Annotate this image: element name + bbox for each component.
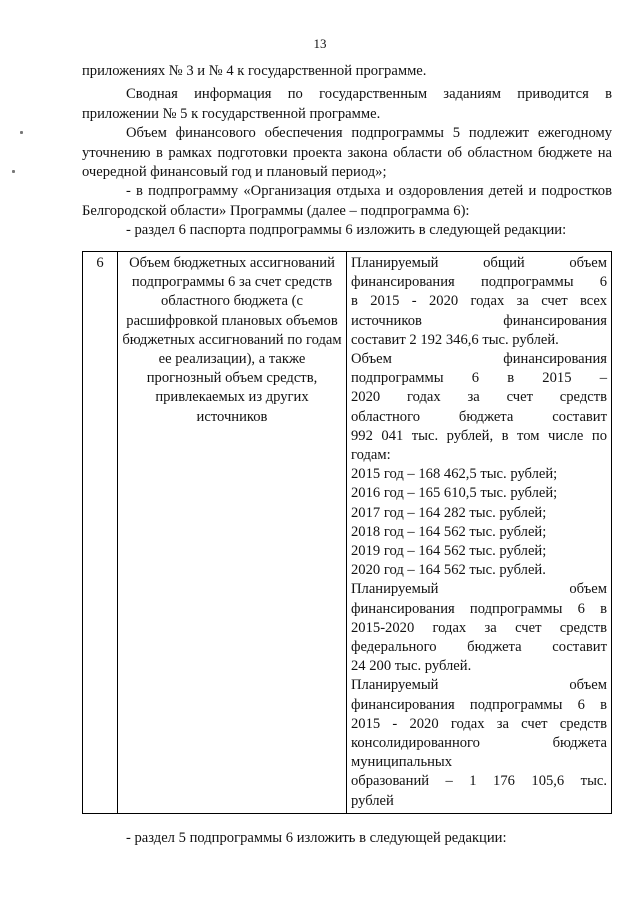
row-value <box>347 252 612 814</box>
value-line: Объем финансирования <box>351 351 607 368</box>
value-line: годам: <box>351 447 391 464</box>
scan-speck <box>20 131 23 134</box>
value-line: источников финансирования <box>351 312 607 329</box>
value-line: 2016 год – 165 610,5 тыс. рублей; <box>351 485 558 502</box>
value-line: подпрограммы 6 в 2015 – <box>351 370 607 387</box>
value-line: составит 2 192 346,6 тыс. рублей. <box>351 331 559 348</box>
value-line: 992 041 тыс. рублей, в том числе по <box>351 427 607 444</box>
value-line: образований – 1 176 105,6 тыс. <box>351 773 607 790</box>
value-line: 2015 год – 168 462,5 тыс. рублей; <box>351 466 558 483</box>
value-line: финансирования подпрограммы 6 в <box>351 696 607 713</box>
row-number: 6 <box>83 252 118 814</box>
value-line: 2018 год – 164 562 тыс. рублей; <box>351 523 547 540</box>
value-line: муниципальных <box>351 754 453 771</box>
value-line: Планируемый объем <box>351 581 607 598</box>
paragraph-intro: приложениях № 3 и № 4 к государственной программе. <box>82 63 427 79</box>
value-line: 2020 годах за счет средств <box>351 389 607 406</box>
value-line: 2019 год – 164 562 тыс. рублей; <box>351 543 547 560</box>
value-line: финансирования подпрограммы 6 <box>351 274 607 291</box>
value-line: 2015 - 2020 годах за счет средств <box>351 715 607 732</box>
value-line: областного бюджета составит <box>351 408 607 425</box>
passport-table <box>82 251 612 814</box>
value-line: Планируемый общий объем <box>351 255 607 271</box>
row-label: Объем бюджетных ассигнований подпрограммы 6 за счет средств областного бюджета (с расшифровкой плановых объемов бюджетных ассигнований по годам ее реализации), а также прогнозный объем средств, привлекаемых из других источников <box>118 252 347 814</box>
table-row <box>83 252 612 814</box>
value-line: 2020 год – 164 562 тыс. рублей. <box>351 562 546 579</box>
value-line: в 2015 - 2020 годах за счет всех <box>351 293 607 310</box>
paragraph-section-5: - раздел 5 подпрограммы 6 изложить в следующей редакции: <box>126 830 507 846</box>
paragraph-summary: Сводная информация по государственным заданиям приводится в приложении № 5 к государственной программе. <box>82 86 612 122</box>
value-line: рублей <box>351 792 394 809</box>
page-number: 13 <box>313 36 327 51</box>
value-line: 2017 год – 164 282 тыс. рублей; <box>351 504 547 521</box>
value-line: федерального бюджета составит <box>351 639 607 656</box>
paragraph-subprogram-6: - в подпрограмму «Организация отдыха и оздоровления детей и подростков Белгородской области» Программы (далее – подпрограмма 6): <box>82 183 612 219</box>
paragraph-financing: Объем финансового обеспечения подпрограммы 5 подлежит ежегодному уточнению в рамках подготовки проекта закона области об областном бюджете на очередной финансовый год и плановый период»; <box>82 125 612 180</box>
scan-speck <box>12 170 15 173</box>
value-line: 24 200 тыс. рублей. <box>351 658 472 675</box>
value-line: финансирования подпрограммы 6 в <box>351 600 607 617</box>
paragraph-section-6: - раздел 6 паспорта подпрограммы 6 изложить в следующей редакции: <box>126 222 567 238</box>
value-line: 2015-2020 годах за счет средств <box>351 619 607 636</box>
value-line: Планируемый объем <box>351 677 607 694</box>
value-line: консолидированного бюджета <box>351 735 607 752</box>
